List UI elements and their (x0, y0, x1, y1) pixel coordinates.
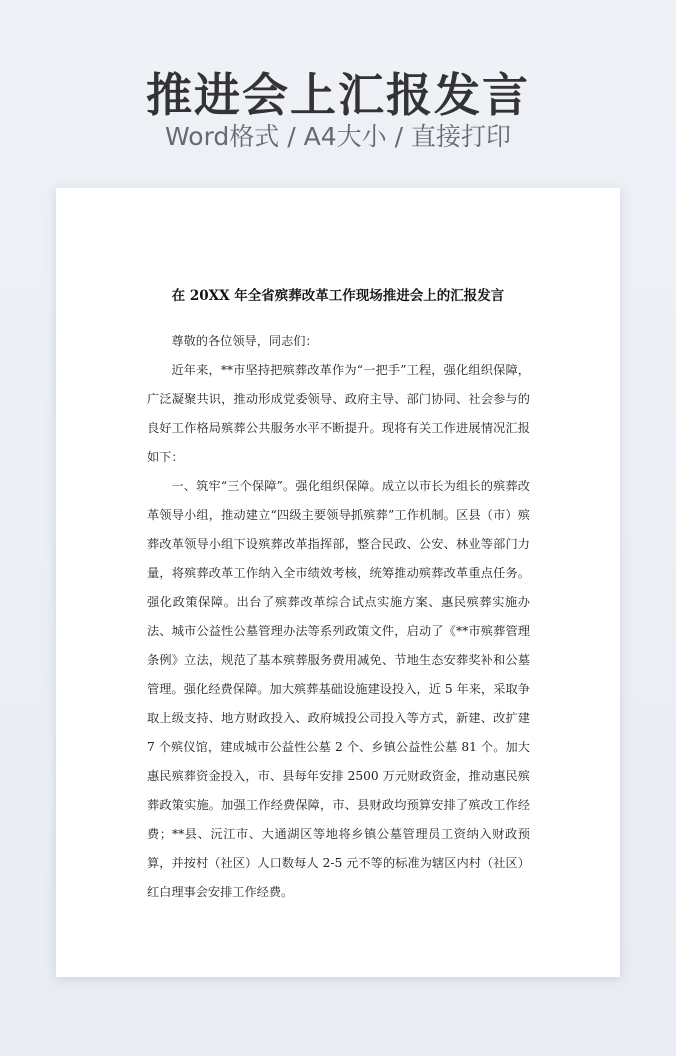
hero-subtitle: Word格式 / A4大小 / 直接打印 (165, 122, 511, 151)
paragraph-intro: 近年来，**市坚持把殡葬改革作为“一把手”工程，强化组织保障，广泛凝聚共识，推动形成党委领导、政府主导、部门协同、社会参与的良好工作格局殡葬公共服务水平不断提升。现将有关工作进展情况汇报如下： (147, 363, 530, 464)
document-body (147, 327, 530, 907)
document-page (56, 188, 620, 977)
paragraph-section-1: 一、筑牢“三个保障”。强化组织保障。成立以市长为组长的殡葬改革领导小组，推动建立“四级主要领导抓殡葬”工作机制。区县（市）殡葬改革领导小组下设殡葬改革指挥部，整合民政、公安、林业等部门力量，将殡葬改革工作纳入全市绩效考核，统筹推动殡葬改革重点任务。强化政策保障。出台了殡葬改革综合试点实施方案、惠民殡葬实施办法、城市公益性公墓管理办法等系列政策文件，启动了《**市殡葬管理条例》立法，规范了基本殡葬服务费用减免、节地生态安葬奖补和公墓管理。强化经费保障。加大殡葬基础设施建设投入，近 5 年来，采取争取上级支持、地方财政投入、政府城投公司投入等方式，新建、改扩建 7 个殡仪馆，建成城市公益性公墓 2 个、乡镇公益性公墓 81 个。加大惠民殡葬资金投入，市、县每年安排 2500 万元财政资金，推动惠民殡葬政策实施。加强工作经费保障，市、县财政均预算安排了殡改工作经费；**县、沅江市、大通湖区等地将乡镇公墓管理员工资纳入财政预算，并按村（社区）人口数每人 2-5 元不等的标准为辖区内村（社区）红白理事会安排工作经费。 (147, 479, 530, 899)
salutation: 尊敬的各位领导，同志们： (171, 334, 318, 348)
hero-title: 推进会上汇报发言 (146, 68, 530, 122)
document-title: 在 20XX 年全省殡葬改革工作现场推进会上的汇报发言 (171, 288, 505, 304)
